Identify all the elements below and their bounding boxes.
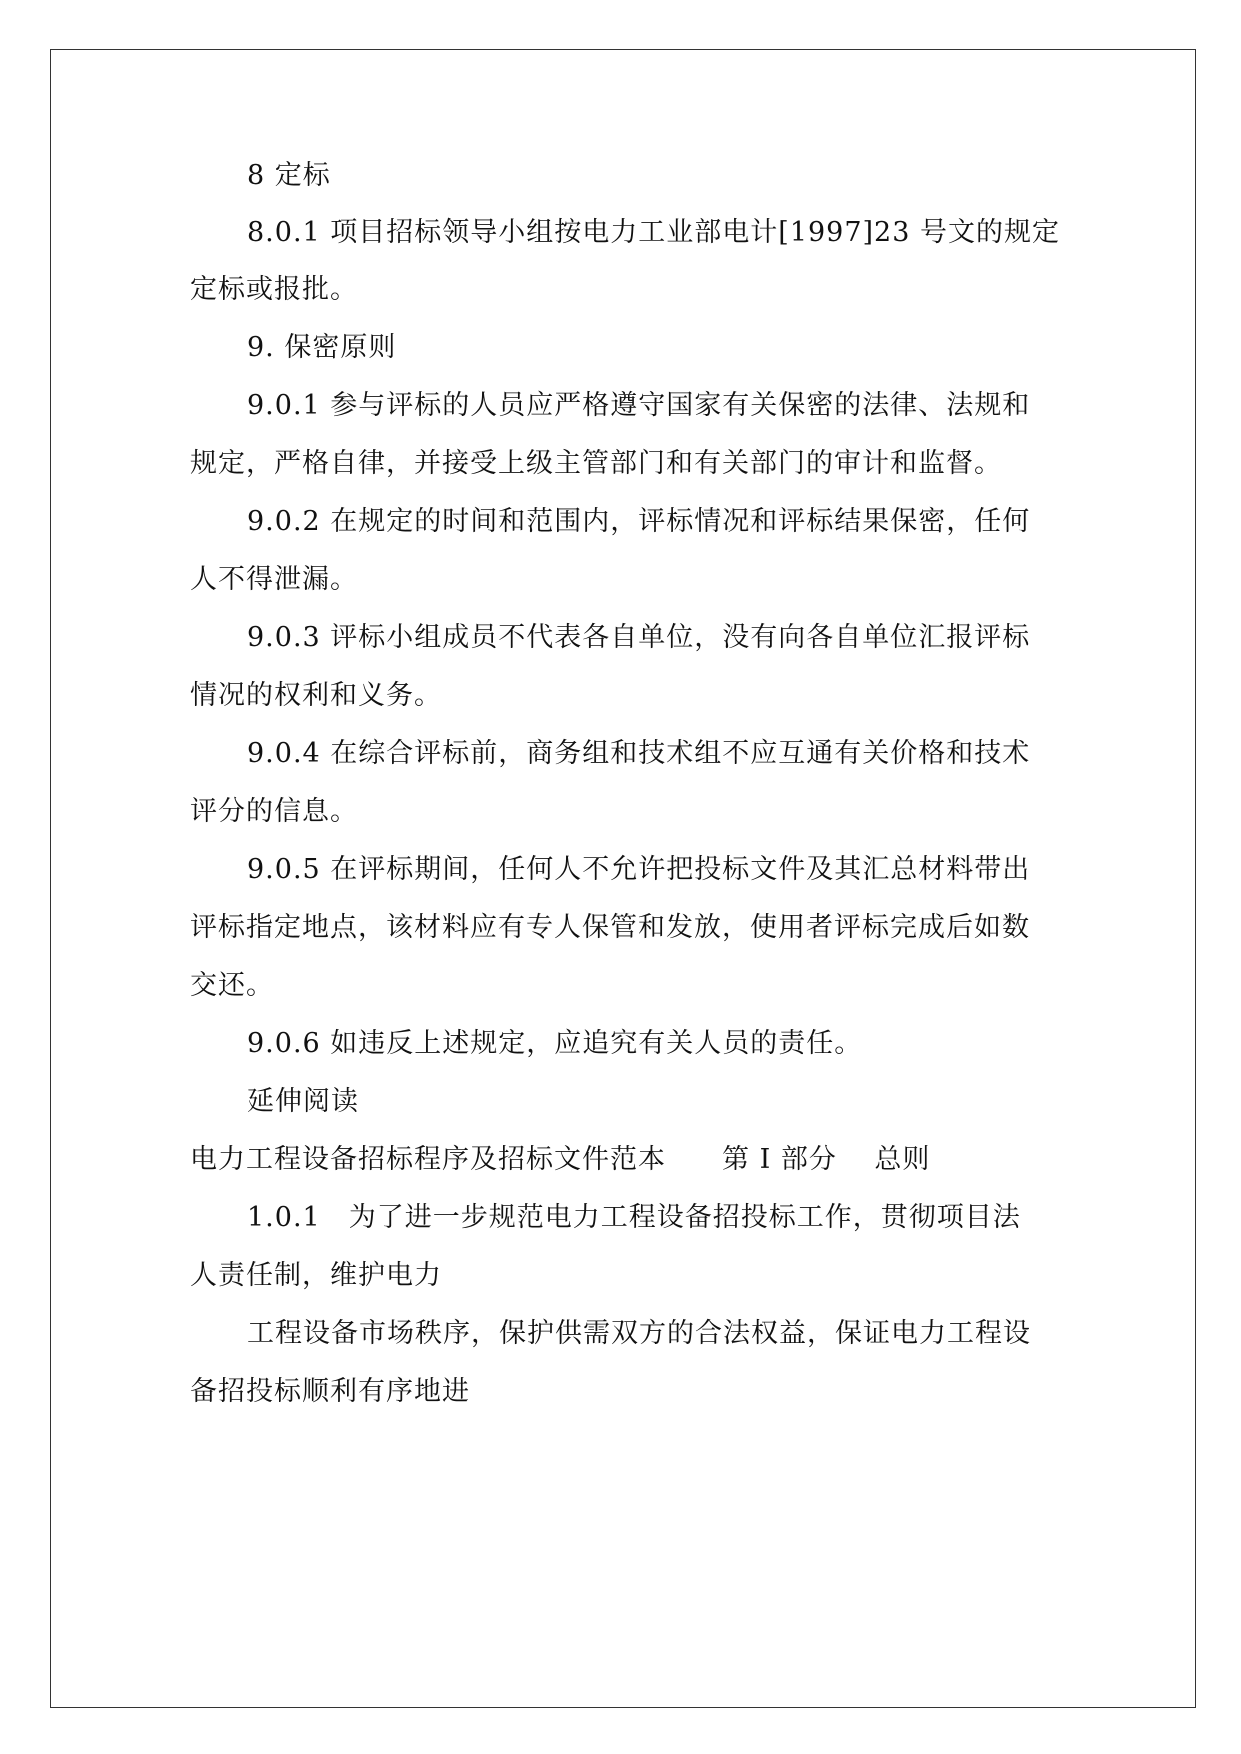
paragraph-line: 评标指定地点，该材料应有专人保管和发放，使用者评标完成后如数: [190, 912, 1030, 943]
section-heading: 9. 保密原则: [247, 332, 397, 363]
section-heading: 延伸阅读: [247, 1086, 359, 1117]
paragraph-line: 交还。: [190, 970, 274, 1001]
paragraph-line: 8.0.1 项目招标领导小组按电力工业部电计[1997]23 号文的规定: [247, 217, 1061, 248]
section-heading: 电力工程设备招标程序及招标文件范本 第 I 部分 总则: [190, 1144, 931, 1175]
paragraph-line: 9.0.5 在评标期间，任何人不允许把投标文件及其汇总材料带出: [247, 854, 1031, 885]
paragraph-line: 工程设备市场秩序，保护供需双方的合法权益，保证电力工程设: [247, 1318, 1031, 1349]
paragraph-line: 规定，严格自律，并接受上级主管部门和有关部门的审计和监督。: [190, 448, 1002, 479]
paragraph-line: 9.0.4 在综合评标前，商务组和技术组不应互通有关价格和技术: [247, 738, 1031, 769]
paragraph-line: 9.0.3 评标小组成员不代表各自单位，没有向各自单位汇报评标: [247, 622, 1031, 653]
paragraph-line: 人不得泄漏。: [190, 564, 358, 595]
paragraph-line: 定标或报批。: [190, 274, 358, 305]
paragraph-line: 9.0.6 如违反上述规定，应追究有关人员的责任。: [247, 1028, 863, 1059]
paragraph-line: 人责任制，维护电力: [190, 1260, 442, 1291]
paragraph-line: 9.0.2 在规定的时间和范围内，评标情况和评标结果保密，任何: [247, 506, 1031, 537]
paragraph-line: 备招投标顺利有序地进: [190, 1376, 470, 1407]
paragraph-line: 情况的权利和义务。: [190, 680, 442, 711]
section-heading: 8 定标: [247, 160, 331, 191]
paragraph-line: 评分的信息。: [190, 796, 358, 827]
paragraph-line: 1.0.1 为了进一步规范电力工程设备招投标工作，贯彻项目法: [247, 1202, 1021, 1233]
paragraph-line: 9.0.1 参与评标的人员应严格遵守国家有关保密的法律、法规和: [247, 390, 1031, 421]
